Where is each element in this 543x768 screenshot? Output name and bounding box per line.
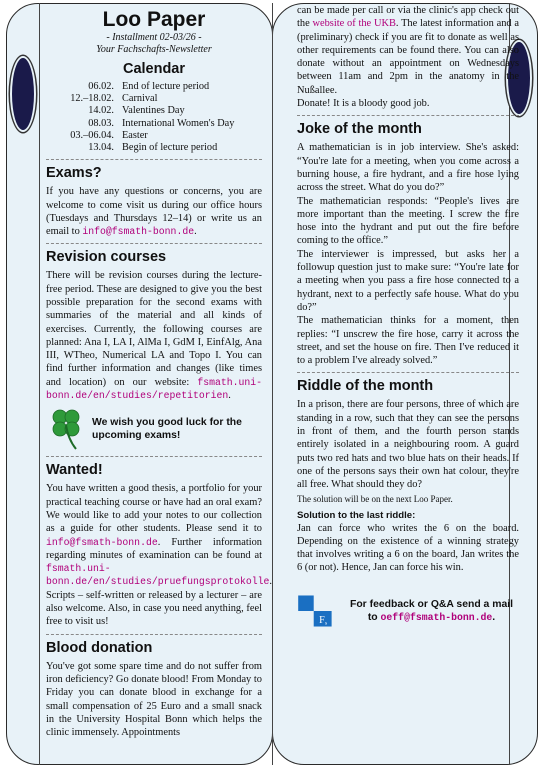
exams-body: If you have any questions or concerns, you are welcome to come visit us during our office hours (Tuesdays and Thursdays 12–14) or write us an email to [46, 186, 262, 238]
calendar-date: 08.03. [88, 117, 114, 129]
calendar-event: Begin of lecture period [122, 142, 218, 154]
good-luck-box [46, 407, 262, 451]
calendar-date: 06.02. [88, 81, 114, 92]
blood-closing: Donate! It is a bloody good job. [297, 98, 430, 110]
calendar-row [46, 118, 262, 130]
logo-letter: F [319, 614, 325, 626]
masthead [46, 8, 262, 56]
divider [297, 115, 519, 116]
feedback-tail: . [492, 611, 496, 623]
riddle-text: In a prison, there are four persons, three of which are standing in a row, such that they can see the persons in front of them, and the fourth person stands entirely isolated in a neighbouring room. A guard puts two red hats and two blue hats on their heads. If one of the persons says their own hat colour, they're all free. What should they do? [297, 399, 519, 491]
calendar-event: Easter [122, 129, 148, 141]
calendar-section [46, 60, 262, 154]
divider [297, 372, 519, 373]
feedback-body: For feedback or Q&A send a mail to [349, 598, 514, 623]
revision-url-link[interactable]: fsmath.uni-bonn.de/en/studies/repetitorien [46, 376, 262, 402]
right-column [297, 4, 519, 639]
four-leaf-clover-icon [46, 407, 86, 451]
revision-tail: . [228, 390, 231, 402]
calendar-table [46, 81, 262, 154]
calendar-event: End of lecture period [122, 81, 210, 92]
logo-subscript: s [325, 620, 328, 627]
installment: - Installment 02-03/26 - [106, 32, 202, 43]
blood-heading: Blood donation [46, 639, 153, 656]
exams-text [46, 185, 262, 238]
roll-edge-center [272, 3, 273, 765]
solution-heading: Solution to the last riddle: [297, 509, 416, 521]
divider [46, 243, 262, 244]
calendar-date: 14.02. [88, 105, 114, 117]
exams-tail: . [194, 226, 197, 238]
calendar-date: 03.–06.04. [70, 129, 114, 141]
calendar-heading: Calendar [122, 61, 186, 77]
calendar-date: 13.04. [88, 142, 114, 154]
divider [46, 159, 262, 160]
calendar-event: International Women's Day [122, 117, 235, 129]
revision-text [46, 269, 262, 402]
blood-section [46, 639, 262, 740]
exams-section [46, 164, 262, 238]
divider [46, 456, 262, 457]
joke-paragraph: A mathematician is in job interview. She's asked: “You're late for a meeting, when you come across a burning house, a fire hydrant, and a fire hose lying across the street. What do you do?” [297, 142, 519, 194]
joke-paragraph: The mathematician thinks for a moment, then replies: “I unscrew the fire hose, carry it across the street, and set the house on fire. Then I've reduced it to a problem I've already solved.” [297, 315, 519, 367]
wanted-section [46, 461, 273, 628]
exams-heading: Exams? [46, 165, 102, 182]
calendar-row [46, 130, 262, 142]
revision-body: There will be revision courses during the lecture-free period. These are designed to give you the best possible preparation for the second exams with summaries of the material and all kinds of exercises. Currently, the following courses are planned: Ana I, LA I, AlMa I, GdM I, EinfAlg, Ana III, WTheo, Numerical LA and Topo I. You can find further information and changes (like times and location) on our website: [46, 270, 262, 388]
calendar-row [46, 81, 262, 93]
riddle-note: The solution will be on the next Loo Paper. [297, 493, 453, 504]
roll-hole-left [10, 56, 36, 132]
calendar-event: Valentines Day [122, 105, 185, 117]
newsletter-subtitle: Your Fachschafts-Newsletter [96, 44, 212, 55]
riddle-heading: Riddle of the month [297, 378, 434, 395]
fachschaft-logo-icon [297, 583, 334, 639]
wanted-url-link[interactable]: fsmath.uni-bonn.de/en/studies/pruefungsprotokolle [46, 563, 270, 588]
revision-heading: Revision courses [46, 249, 167, 266]
blood-body-2: can be made per call or via the clinic's app check out the [297, 5, 519, 30]
joke-heading: Joke of the month [297, 121, 422, 138]
calendar-date: 12.–18.02. [70, 93, 114, 105]
wanted-body-1: You have written a good thesis, a portfolio for your practical teaching course or have had an oral exam? We would like to add your notes to our collection as a guide for other students. Please send it to [46, 483, 262, 535]
calendar-row [46, 93, 262, 105]
wanted-body-2: . Further information regarding minutes of examination can be found at [46, 536, 262, 561]
wanted-heading: Wanted! [46, 462, 103, 479]
riddle-section [297, 377, 519, 574]
wanted-text [46, 482, 273, 628]
joke-paragraph: The interviewer is impressed, but asks her a followup question just to make sure: “You're late for a meeting when you pass a fire hose connected to a hydrant, next to a perfectly safe house. What do you do?” [297, 248, 519, 313]
solution-text: Jan can force who writes the 6 on the board. Depending on the existence of a winning strategy that involves writing a 6 on the board, Jan writes the 6 (or not). Hence, Jan can force his win. [297, 522, 519, 574]
good-luck-text: We wish you good luck for the upcoming exams! [92, 417, 242, 442]
ukb-website-link[interactable]: website of the UKB [312, 18, 396, 30]
wanted-body-3: . Scripts – self-written or released by a lecturer – are also welcome. Also, in case you need anything, feel free to visit us! [46, 576, 273, 628]
feedback-email-link[interactable]: oeff@fsmath-bonn.de [380, 611, 493, 623]
feedback-text [344, 598, 519, 624]
exams-email-link[interactable]: info@fsmath-bonn.de [82, 226, 195, 238]
wanted-email-link[interactable]: info@fsmath-bonn.de [46, 536, 158, 548]
joke-section [297, 120, 519, 367]
newsletter-title: Loo Paper [102, 8, 206, 31]
joke-paragraph: The mathematician responds: “People's lives are more important than the meeting. I screw the fire hose into the hydrant and put out the fire before coming to the office.” [297, 195, 519, 247]
left-column [46, 4, 273, 739]
blood-continued [297, 4, 519, 97]
blood-body-3: . The latest information and a (preliminary) check if you are fit to donate as well as other requirements can be found there. You can also donate without an appointment on Wednesdays between 11am and 2pm in the anatomy in the Nußallee. [297, 18, 519, 96]
feedback-box [297, 583, 519, 639]
calendar-row [46, 105, 262, 117]
blood-text-1: You've got some spare time and do not suffer from iron deficiency? Go donate blood! From Monday to Friday you can donate blood in exchange for a small compensation of 25 Euro and a small snack in the University Hospital Bonn which helps the clinic immensely. Appointments [46, 660, 262, 739]
calendar-row [46, 142, 262, 154]
divider [46, 634, 262, 635]
revision-section [46, 248, 262, 451]
calendar-event: Carnival [122, 93, 158, 105]
roll-edge-left [39, 3, 40, 765]
